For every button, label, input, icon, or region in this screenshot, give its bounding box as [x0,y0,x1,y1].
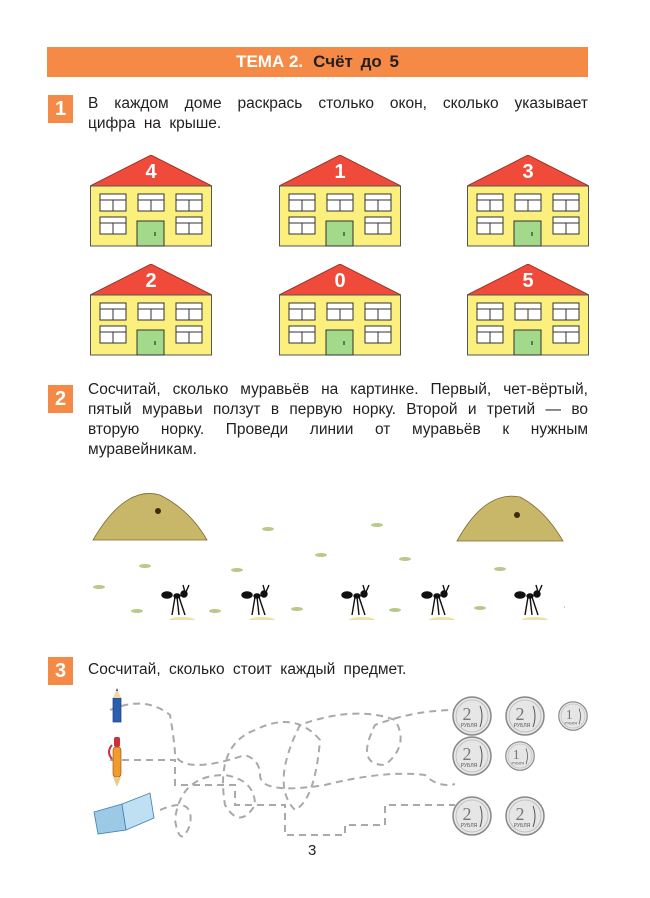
coin-1-ruble [558,701,588,736]
window-icon [138,303,164,320]
house[interactable] [90,264,212,356]
svg-text:РУБЛЯ: РУБЛЯ [564,721,577,726]
task-1-number: 1 [48,95,73,123]
task-3-text: Сосчитай, сколько стоит каждый предмет. [88,661,407,678]
svg-text:2: 2 [462,704,472,724]
coin-2-ruble [452,736,492,781]
window-icon [100,326,126,343]
coin-2-ruble [505,696,545,741]
window-icon [365,194,391,211]
anthill-icon [93,493,207,540]
coin-1-ruble [505,741,535,776]
window-icon [289,303,315,320]
window-icon [515,194,541,211]
window-icon [176,326,202,343]
window-icon [477,217,503,234]
svg-text:2: 2 [515,804,525,824]
svg-text:2: 2 [462,744,472,764]
window-icon [327,194,353,211]
roof-number: 4 [145,161,157,183]
window-icon [138,194,164,211]
page-number: 3 [308,842,317,859]
roof-number: 5 [522,270,534,292]
window-icon [515,303,541,320]
ant-scene[interactable] [85,485,565,625]
ant-icon [342,585,375,620]
window-icon [176,194,202,211]
svg-text:1: 1 [565,707,573,722]
window-icon [477,326,503,343]
window-icon [553,326,579,343]
task-3-number: 3 [48,657,73,685]
coin-2-ruble [452,696,492,741]
topic-title: Счёт до 5 [313,52,399,71]
ant-icon [422,585,455,620]
task-1-text: В каждом доме раскрась столько окон, сколько указывает цифра на крыше. [88,95,588,132]
svg-text:РУБЛЯ: РУБЛЯ [511,761,524,766]
window-icon [100,217,126,234]
coin-2-ruble [452,796,492,841]
window-icon [365,217,391,234]
coin-2-ruble [505,796,545,841]
roof-number: 2 [145,270,157,292]
svg-text:РУБЛЯ: РУБЛЯ [460,763,478,769]
house[interactable] [279,155,401,247]
window-icon [176,303,202,320]
svg-text:РУБЛЯ: РУБЛЯ [460,723,478,729]
svg-text:2: 2 [462,804,472,824]
house[interactable] [90,155,212,247]
window-icon [100,303,126,320]
topic-banner [47,47,588,77]
window-icon [553,303,579,320]
window-icon [100,194,126,211]
pen-icon[interactable] [106,737,128,792]
roof-number: 3 [522,161,534,183]
window-icon [365,303,391,320]
pencil-icon[interactable] [109,688,125,729]
house[interactable] [467,264,589,356]
svg-text:РУБЛЯ: РУБЛЯ [513,823,531,829]
svg-text:2: 2 [515,704,525,724]
window-icon [289,326,315,343]
house[interactable] [467,155,589,247]
topic-label: ТЕМА 2. [236,52,304,71]
ant-icon [242,585,275,620]
house[interactable] [279,264,401,356]
window-icon [553,217,579,234]
svg-text:1: 1 [512,747,520,762]
task-2-text: Сосчитай, сколько муравьёв на картинке. Первый, чет-вёртый, пятый муравьи ползут в первую норку. Второй и третий — во вторую норку. Проведи линии от муравьёв к нужным муравейникам. [88,381,588,458]
window-icon [477,194,503,211]
ant-scene-illustration [85,485,565,620]
roof-number: 1 [334,161,346,183]
window-icon [289,217,315,234]
anthill-icon [457,496,563,541]
window-icon [365,326,391,343]
window-icon [327,303,353,320]
ant-icon [515,585,548,620]
window-icon [553,194,579,211]
svg-text:РУБЛЯ: РУБЛЯ [513,723,531,729]
notebook-icon[interactable] [92,790,157,840]
ant-icon [162,585,195,620]
task-2-number: 2 [48,385,73,413]
svg-text:РУБЛЯ: РУБЛЯ [460,823,478,829]
window-icon [176,217,202,234]
window-icon [477,303,503,320]
window-icon [289,194,315,211]
roof-number: 0 [334,270,346,292]
